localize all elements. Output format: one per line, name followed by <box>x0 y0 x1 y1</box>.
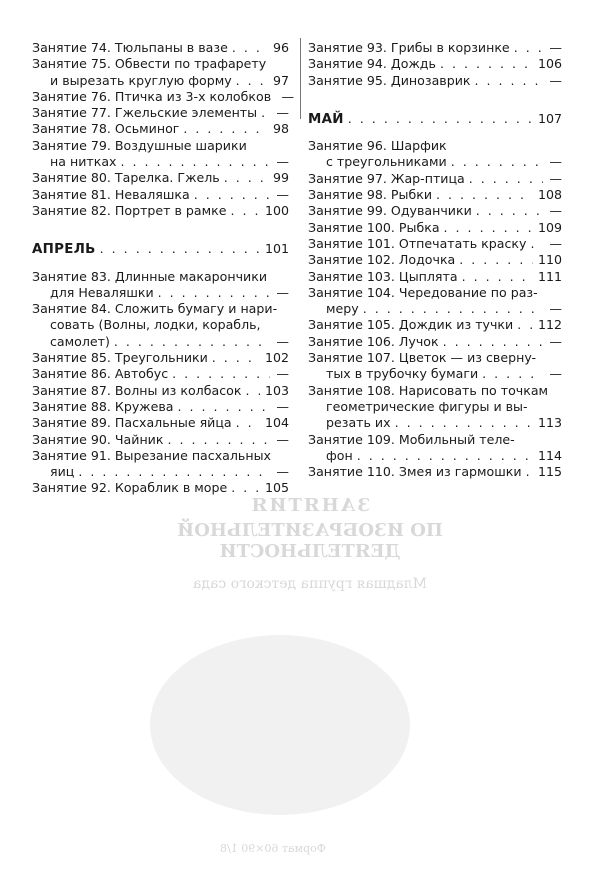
toc-entry <box>308 383 562 432</box>
toc-entry <box>308 269 562 285</box>
dot-leader <box>172 366 270 382</box>
entry-title-continuation: для Неваляшки <box>50 284 154 300</box>
dot-leader <box>230 203 259 219</box>
entry-title: Занятие 80. Тарелка. Гжель <box>32 170 220 186</box>
toc-entry <box>308 138 562 171</box>
dot-leader <box>363 301 543 317</box>
page-number: — <box>281 88 295 104</box>
section-spacer <box>308 128 562 138</box>
show-through-group: Младшая группа детского сада <box>193 576 427 592</box>
entry-title: Занятие 78. Осьминог <box>32 121 180 137</box>
dot-leader <box>183 121 268 137</box>
entry-title: Занятие 105. Дождик из тучки <box>308 317 514 333</box>
entry-title: Занятие 107. Цветок — из свернy- <box>308 350 537 366</box>
page-number: — <box>276 154 289 170</box>
page-number: 113 <box>537 415 562 431</box>
dot-leader <box>261 105 270 121</box>
entry-title: Занятие 101. Отпечатать краску <box>308 235 527 251</box>
dot-leader <box>462 269 533 285</box>
dot-leader <box>231 480 260 496</box>
page-number: 97 <box>272 72 289 88</box>
entry-title: Занятие 102. Лодочка <box>308 252 456 268</box>
entry-title: Занятие 106. Лучок <box>308 333 439 349</box>
page-number: 109 <box>537 219 562 235</box>
dot-leader <box>224 170 268 186</box>
page-number: — <box>549 72 562 88</box>
toc-entry <box>308 171 562 187</box>
month-title: АПРЕЛЬ <box>32 242 96 258</box>
dot-leader <box>476 203 543 219</box>
entry-title: Занятие 76. Птичка из 3-х колобков <box>32 88 272 104</box>
show-through-format: Формат 60×90 1/8 <box>220 842 326 855</box>
toc-entry <box>32 415 289 431</box>
toc-right-column <box>308 40 562 480</box>
dot-leader <box>194 187 270 203</box>
entry-title-continuation: фон <box>326 447 353 463</box>
page-number: 103 <box>264 382 289 398</box>
page-number: — <box>549 154 562 170</box>
page-number: — <box>276 186 289 202</box>
page-number: 107 <box>537 110 562 126</box>
toc-entry <box>308 317 562 333</box>
toc-entry <box>308 203 562 219</box>
toc-entry <box>308 220 562 236</box>
toc-entry <box>308 56 562 72</box>
entry-title: Занятие 90. Чайник <box>32 431 164 447</box>
dot-leader <box>232 40 268 56</box>
entry-title: Занятие 93. Грибы в корзинке <box>308 40 510 55</box>
toc-entry <box>32 350 289 366</box>
dot-leader <box>482 366 543 382</box>
month-heading <box>308 111 562 128</box>
entry-title: Занятие 85. Треугольники <box>32 350 208 366</box>
toc-entry <box>32 448 289 481</box>
entry-title: Занятие 92. Кораблик в море <box>32 480 228 496</box>
page-number: — <box>276 333 289 349</box>
page-number: — <box>549 235 562 251</box>
dot-leader <box>178 399 270 415</box>
show-through-illustration <box>150 635 410 815</box>
toc-entry <box>308 432 562 465</box>
toc-entry <box>32 480 289 496</box>
page-number: — <box>276 431 289 447</box>
dot-leader <box>348 111 533 127</box>
entry-title: Занятие 87. Волны из колбасок <box>32 382 242 398</box>
entry-title: Занятие 109. Мобильный теле- <box>308 431 515 447</box>
toc-entry <box>32 383 289 399</box>
dot-leader <box>114 334 270 350</box>
dot-leader <box>514 40 543 56</box>
page-number: 101 <box>264 241 289 257</box>
entry-title: Занятие 95. Динозаврик <box>308 72 471 88</box>
toc-entry <box>32 432 289 448</box>
dot-leader <box>530 236 543 252</box>
entry-title-continuation: совать (Волны, лодки, корабль, <box>50 317 261 333</box>
page-number: — <box>276 105 289 121</box>
entry-title: Занятие 103. Цыплята <box>308 268 458 284</box>
dot-leader <box>443 334 543 350</box>
entry-title: Занятие 100. Рыбка <box>308 219 440 235</box>
entry-title: Занятие 81. Неваляшка <box>32 186 190 202</box>
entry-title-continuation: тых в трубочку бумаги <box>326 366 479 382</box>
dot-leader <box>245 383 260 399</box>
toc-entry <box>308 73 562 89</box>
dot-leader <box>158 285 270 301</box>
dot-leader <box>395 415 533 431</box>
page-number: — <box>549 333 562 349</box>
toc-entry <box>32 203 289 219</box>
toc-entry <box>32 138 289 171</box>
entry-title: Занятие 96. Шарфик <box>308 138 447 154</box>
entry-title: Занятие 83. Длинные макарончики <box>32 268 268 284</box>
section-spacer <box>308 89 562 111</box>
page-number: — <box>549 203 562 219</box>
entry-title: Занятие 82. Портрет в рамке <box>32 202 227 218</box>
page-number: — <box>549 366 562 382</box>
toc-entry <box>32 121 289 137</box>
entry-title-continuation: с треугольниками <box>326 154 447 170</box>
toc-left-column <box>32 40 295 497</box>
section-spacer <box>32 219 289 241</box>
entry-title: Занятие 84. Сложить бумагу и нари- <box>32 301 278 317</box>
dot-leader <box>440 56 533 72</box>
page-number: 106 <box>537 56 562 72</box>
entry-title: Занятие 89. Пасхальные яйца <box>32 415 232 431</box>
toc-entry <box>308 464 562 480</box>
toc-entry <box>32 40 289 56</box>
dot-leader <box>236 73 268 89</box>
entry-title: Занятие 86. Автобус <box>32 366 169 382</box>
toc-entry <box>32 366 289 382</box>
toc-entry <box>308 187 562 203</box>
page-number: — <box>549 170 562 186</box>
page-number: — <box>276 366 289 382</box>
entry-title-continuation: самолет) <box>50 333 110 349</box>
entry-title: Занятие 91. Вырезание пасхальных <box>32 447 271 463</box>
month-heading <box>32 241 289 258</box>
dot-leader <box>436 187 533 203</box>
dot-leader <box>469 171 543 187</box>
dot-leader <box>526 464 533 480</box>
page-number: 110 <box>537 252 562 268</box>
toc-entry <box>308 350 562 383</box>
entry-title: Занятие 75. Обвести по трафарету <box>32 56 267 72</box>
dot-leader <box>451 154 543 170</box>
dot-leader <box>459 252 533 268</box>
toc-entry <box>32 187 289 203</box>
dot-leader <box>121 154 271 170</box>
entry-title-continuation: и вырезать круглую форму <box>50 72 232 88</box>
month-title: МАЙ <box>308 111 344 127</box>
entry-title: Занятие 74. Тюльпаны в вазе <box>32 40 228 55</box>
column-divider <box>300 38 301 119</box>
entry-title: Занятие 94. Дождь <box>308 56 436 72</box>
toc-entry <box>308 334 562 350</box>
toc-entry <box>32 105 289 121</box>
page-number: 104 <box>264 415 289 431</box>
entry-title: Занятие 98. Рыбки <box>308 187 433 203</box>
dot-leader <box>212 350 260 366</box>
toc-entry <box>32 170 289 186</box>
section-spacer <box>32 259 289 269</box>
page-number: — <box>549 301 562 317</box>
entry-title: Занятие 104. Чередование по раз- <box>308 284 538 300</box>
entry-title-continuation: меру <box>326 301 359 317</box>
page-number: — <box>276 284 289 300</box>
dot-leader <box>236 415 260 431</box>
entry-title: Занятие 79. Воздушные шарики <box>32 137 247 153</box>
toc-entry <box>308 40 562 56</box>
dot-leader <box>444 220 533 236</box>
toc-entry <box>32 399 289 415</box>
page-number: 100 <box>264 202 289 218</box>
toc-entry <box>308 252 562 268</box>
entry-title: Занятие 108. Нарисовать по точкам <box>308 382 549 398</box>
entry-title: Занятие 97. Жар-птица <box>308 170 465 186</box>
page-number: 102 <box>264 350 289 366</box>
entry-title: Занятие 110. Змея из гармошки <box>308 464 522 480</box>
toc-entry <box>32 88 295 105</box>
show-through-title: ЗАНЯТИЯ <box>249 495 371 516</box>
dot-leader <box>167 432 270 448</box>
page-number: 96 <box>272 40 289 55</box>
page-number: — <box>549 40 562 55</box>
page-number: 114 <box>537 447 562 463</box>
dot-leader <box>357 448 533 464</box>
toc-entry <box>32 301 289 350</box>
dot-leader <box>100 241 260 257</box>
entry-title-continuation: резать их <box>326 415 391 431</box>
entry-title: Занятие 88. Кружева <box>32 398 174 414</box>
page-number: 99 <box>272 170 289 186</box>
toc-entry <box>32 56 289 89</box>
dot-leader <box>475 73 544 89</box>
entry-title-continuation: яиц <box>50 464 75 480</box>
page-number: 108 <box>537 187 562 203</box>
page-number: — <box>276 398 289 414</box>
dot-leader <box>517 317 533 333</box>
page-number: 98 <box>272 121 289 137</box>
show-through-subtitle: ПО ИЗОБРАЗИТЕЛЬНОЙ ДЕЯТЕЛЬНОСТИ <box>177 520 443 562</box>
show-through-reverse-page <box>90 495 530 875</box>
page-number: 111 <box>537 268 562 284</box>
toc-entry <box>308 285 562 318</box>
entry-title: Занятие 77. Гжельские элементы <box>32 105 258 121</box>
toc-entry <box>308 236 562 252</box>
page-number: — <box>276 464 289 480</box>
entry-title-continuation: геометрические фигуры и вы- <box>326 398 528 414</box>
toc-entry <box>32 269 289 302</box>
page-number: 105 <box>264 480 289 496</box>
dot-leader <box>78 464 270 480</box>
page-number: 115 <box>537 464 562 480</box>
page-number: 112 <box>537 317 562 333</box>
entry-title: Занятие 99. Одуванчики <box>308 203 472 219</box>
entry-title-continuation: на нитках <box>50 154 117 170</box>
